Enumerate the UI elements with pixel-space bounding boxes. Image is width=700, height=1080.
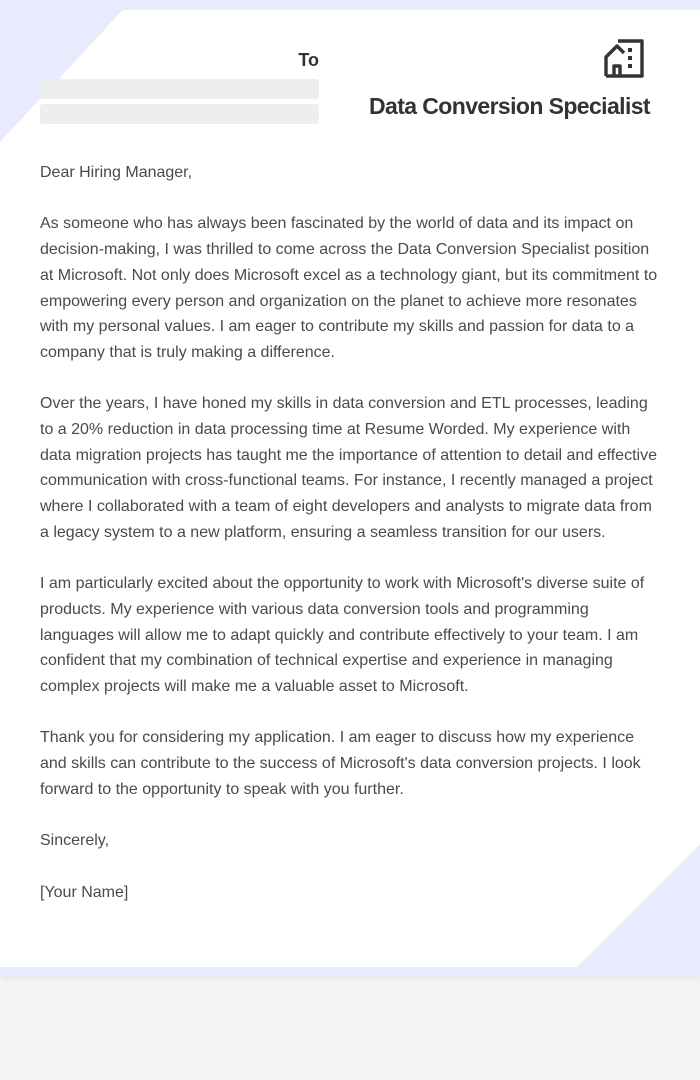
letter-body: [40, 160, 665, 931]
letter-paragraph: Over the years, I have honed my skills in data conversion and ETL processes, leading to a 20% reduction in data processing time at Resume Worded. My experience with data migration projects has taught me the importance of attention to detail and effective communication with cross-functional teams. For instance, I recently managed a project where I collaborated with a team of eight developers and analysts to migrate data from a legacy system to a new platform, ensuring a seamless transition for our users.: [40, 395, 657, 541]
letter-paragraph: As someone who has always been fascinated by the world of data and its impact on decision-making, I was thrilled to come across the Data Conversion Specialist position at Microsoft. Not only does Microsoft excel as a technology giant, but its commitment to empowering every person and organization on the planet to achieve more resonates with my personal values. I am eager to contribute my skills and passion for data to a company that is truly making a difference.: [40, 215, 658, 361]
building-icon: [602, 34, 646, 78]
recipient-address-placeholder: [40, 104, 319, 124]
job-title: Data Conversion Specialist: [369, 93, 650, 119]
letter-paragraph: I am particularly excited about the opportunity to work with Microsoft's diverse suite of products. My experience with various data conversion tools and programming languages will allow me to adapt quickly and contribute effectively to your team. I am confident that my combination of technical expertise and experience in managing complex projects will make me a valuable asset to Microsoft.: [40, 575, 645, 696]
letter-paragraph: Thank you for considering my application. I am eager to discuss how my experience and skills can contribute to the success of Microsoft's data conversion projects. I look forward to the opportunity to speak with you further.: [40, 729, 641, 798]
recipient-to-label: To: [298, 50, 319, 70]
salutation: Dear Hiring Manager,: [40, 164, 193, 181]
signature: [Your Name]: [40, 883, 129, 901]
recipient-name-placeholder: [40, 79, 319, 99]
closing: Sincerely,: [40, 832, 110, 850]
